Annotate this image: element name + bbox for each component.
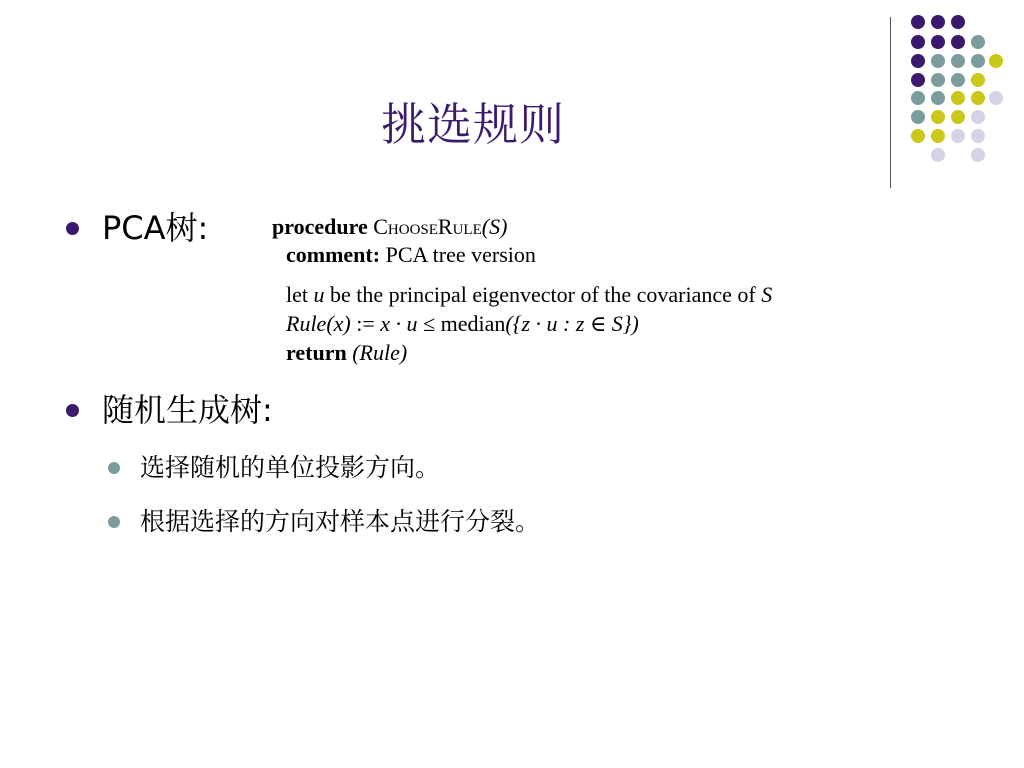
decorative-dot <box>951 110 965 124</box>
algorithm-line-rule <box>286 311 639 337</box>
decorative-dot <box>951 35 965 49</box>
decorative-dot <box>971 110 985 124</box>
decorative-dot <box>951 91 965 105</box>
bullet-dot <box>66 404 79 417</box>
keyword-comment: comment: <box>286 242 381 267</box>
slide-title: 挑选规则 <box>380 98 565 151</box>
return-value: (Rule) <box>352 340 408 365</box>
sub-bullet-random-direction: 选择随机的单位投影方向。 <box>140 453 441 482</box>
decorative-dot <box>971 129 985 143</box>
sub-bullet-dot <box>108 462 120 474</box>
median-set: ({z · u : z ∈ S}) <box>505 311 639 336</box>
decorative-dot <box>931 35 945 49</box>
algorithm-line-procedure <box>272 214 507 240</box>
keyword-return: return <box>286 340 347 365</box>
decorative-dot <box>971 73 985 87</box>
sub-bullet-dot <box>108 516 120 528</box>
decorative-dot <box>989 91 1003 105</box>
decorative-dot <box>971 35 985 49</box>
procedure-arg: (S) <box>481 214 508 239</box>
comment-text: PCA tree version <box>385 242 536 267</box>
decorative-dot <box>989 54 1003 68</box>
rule-expr: x · u ≤ <box>380 311 441 336</box>
decorative-dot <box>951 54 965 68</box>
decorative-dot <box>931 15 945 29</box>
keyword-procedure: procedure <box>272 214 368 239</box>
var-u: u <box>313 282 325 307</box>
decorative-dot <box>971 54 985 68</box>
decorative-dot <box>971 91 985 105</box>
procedure-name: ChooseRule <box>373 214 482 239</box>
rule-def: Rule(x) <box>286 311 351 336</box>
algorithm-line-comment <box>286 242 536 268</box>
decorative-dot <box>951 73 965 87</box>
decorative-dot <box>911 54 925 68</box>
assign-op: := <box>350 311 381 336</box>
decorative-dot <box>931 73 945 87</box>
decorative-dot <box>911 15 925 29</box>
let-text-2: be the principal eigenvector of the covariance of <box>324 282 762 307</box>
let-text: let <box>286 282 314 307</box>
decorative-dot <box>951 15 965 29</box>
decorative-dot <box>911 35 925 49</box>
bullet-pca-tree: PCA树: <box>102 209 209 247</box>
decorative-dot <box>911 73 925 87</box>
sub-bullet-split-samples: 根据选择的方向对样本点进行分裂。 <box>140 507 541 536</box>
algorithm-line-return <box>286 340 407 366</box>
decorative-dot <box>931 54 945 68</box>
median-fn: median <box>440 311 506 336</box>
var-s: S <box>761 282 773 307</box>
decorative-dot <box>971 148 985 162</box>
bullet-random-tree: 随机生成树: <box>102 391 273 429</box>
decorative-dot <box>951 129 965 143</box>
bullet-dot <box>66 222 79 235</box>
algorithm-line-let <box>286 282 772 308</box>
